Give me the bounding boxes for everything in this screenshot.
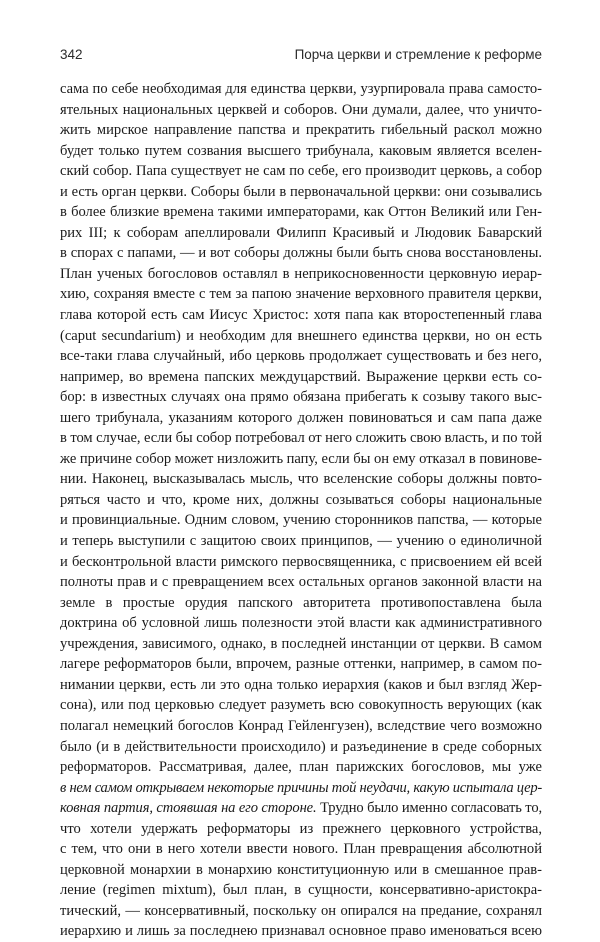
line-text: же причине собор может низложить папу, если бы он ему отказал в повинове- bbox=[60, 450, 543, 467]
line-italic-text: в нем самом открываем некоторые причины той неудачи, какую испытала цер- bbox=[60, 779, 542, 796]
text-line bbox=[60, 326, 542, 347]
text-line bbox=[60, 490, 542, 511]
line-text: полагал немецкий богослов Конрад Гейленгузен), вследствие чего возможно bbox=[60, 717, 542, 734]
text-line bbox=[60, 264, 542, 285]
text-line bbox=[60, 716, 542, 737]
line-text: полноты прав и с превращением всех остальных органов законной власти на bbox=[60, 574, 542, 591]
text-line bbox=[60, 346, 542, 367]
line-text: ление (regimen mixtum), был план, в сущности, консервативно-аристокра- bbox=[60, 882, 542, 899]
text-line bbox=[60, 449, 542, 470]
text-line bbox=[60, 695, 542, 716]
line-text: земле в простые орудия папского авторитета противопоставлена была bbox=[60, 594, 542, 611]
line-text: сона), или под церковью следует разуметь всю совокупность верующих (как bbox=[60, 697, 542, 714]
line-text: будет только путем созвания высшего трибунала, каковым является вселен- bbox=[60, 142, 542, 159]
text-line bbox=[60, 469, 542, 490]
body-text bbox=[60, 79, 542, 942]
line-text: иерархию и лишь за последнею признавал основное право именоваться всею bbox=[60, 923, 542, 940]
line-text: (caput secundarium) и необходим для внешнего единства церкви, но он есть bbox=[60, 327, 542, 344]
line-text: доктрина об условной лишь полезности этой власти как административного bbox=[60, 615, 542, 632]
line-text: лагере реформаторов были, впрочем, разные оттенки, например, в самом по- bbox=[60, 656, 542, 673]
line-text: учреждения, зависимого, однако, в последней инстанции от церкви. В самом bbox=[60, 635, 542, 652]
text-line bbox=[60, 880, 542, 901]
line-text: нимании церкви, есть ли это одна только иерархия (каков и был взгляд Жер- bbox=[60, 676, 542, 693]
text-line bbox=[60, 141, 542, 162]
text-line bbox=[60, 798, 542, 819]
line-text: в более близкие времена такими императорами, как Оттон Великий или Ген- bbox=[60, 204, 542, 221]
line-text: что хотели удержать реформаторы из прежнего церковного устройства, bbox=[60, 820, 542, 837]
text-line bbox=[60, 634, 542, 655]
line-text: реформаторов. Рассматривая, далее, план парижских богословов, мы уже bbox=[60, 759, 542, 776]
line-text: и провинциальные. Одним словом, учению сторонников папства, — которые bbox=[60, 512, 542, 529]
text-line bbox=[60, 510, 542, 531]
text-line bbox=[60, 79, 542, 100]
line-text: нии. Наконец, высказывалась мысль, что вселенские соборы должны повто- bbox=[60, 471, 542, 488]
line-text: все-таки глава случайный, ибо церковь продолжает существовать и без него, bbox=[60, 348, 542, 365]
line-text: в спорах с папами, — и вот соборы должны были быть снова восстановлены. bbox=[60, 245, 542, 262]
text-line bbox=[60, 654, 542, 675]
line-text: ский собор. Папа существует не сам по себе, его производит церковь, а собор bbox=[60, 163, 542, 180]
line-italic-text: ковная партия, стоявшая на его стороне. bbox=[60, 800, 317, 817]
line-text: с тем, что они в него хотели ввести нового. План превращения абсолютной bbox=[60, 841, 542, 858]
line-text: было (и в действительности происходило) и разъединение в среде соборных bbox=[60, 738, 542, 755]
text-line bbox=[60, 284, 542, 305]
text-line bbox=[60, 675, 542, 696]
line-text: сама по себе необходимая для единства церкви, узурпировала права самосто- bbox=[60, 81, 542, 97]
line-text: рих III; к соборам апеллировали Филипп Красивый и Людовик Баварский bbox=[60, 224, 542, 241]
text-line bbox=[60, 531, 542, 552]
line-text: шего трибунала, указаниям которого должен повиноваться и сам папа даже bbox=[60, 409, 542, 426]
text-line bbox=[60, 921, 542, 942]
text-line bbox=[60, 593, 542, 614]
text-line bbox=[60, 387, 542, 408]
text-line bbox=[60, 223, 542, 244]
text-line bbox=[60, 367, 542, 388]
text-line bbox=[60, 757, 542, 778]
text-line bbox=[60, 819, 542, 840]
text-line bbox=[60, 613, 542, 634]
text-line bbox=[60, 778, 542, 799]
page-header bbox=[60, 47, 542, 65]
line-text: План ученых богословов оставлял в неприкосновенности церковную иерар- bbox=[60, 265, 542, 282]
text-line bbox=[60, 100, 542, 121]
line-text: бор: в известных случаях она прямо обязана прибегать к созыву такого выс- bbox=[60, 389, 542, 406]
text-line bbox=[60, 839, 542, 860]
text-line bbox=[60, 182, 542, 203]
text-line bbox=[60, 161, 542, 182]
text-line bbox=[60, 860, 542, 881]
line-text: и есть орган церкви. Соборы были в первоначальной церкви: они созывались bbox=[60, 183, 542, 200]
text-line bbox=[60, 202, 542, 223]
text-line bbox=[60, 901, 542, 922]
text-line bbox=[60, 572, 542, 593]
text-line bbox=[60, 243, 542, 264]
line-text: в том случае, если бы собор потребовал от него сложить свою власть, и по той bbox=[60, 430, 542, 447]
text-line bbox=[60, 408, 542, 429]
line-text: хию, сохраняя вместе с тем за папою значение верховного правителя церкви, bbox=[60, 286, 542, 303]
line-text: Трудно было именно согласовать то, bbox=[316, 800, 542, 817]
text-line bbox=[60, 120, 542, 141]
text-line bbox=[60, 552, 542, 573]
line-text: ряться часто и что, кроме них, должны созываться соборы национальные bbox=[60, 491, 542, 508]
line-text: и бесконтрольной власти римского первосвященника, с присвоением ей всей bbox=[60, 553, 542, 570]
line-text: например, во времена папских междуцарствий. Выражение церкви есть со- bbox=[60, 368, 542, 385]
page-number: 342 bbox=[60, 47, 83, 62]
text-line bbox=[60, 737, 542, 758]
text-line bbox=[60, 428, 542, 449]
running-title: Порча церкви и стремление к реформе bbox=[294, 47, 542, 62]
line-text: и теперь выступили с защитою своих принципов, — учению о единоличной bbox=[60, 533, 542, 550]
text-line bbox=[60, 305, 542, 326]
line-text: жить мирское направление папства и прекратить гибельный раскол можно bbox=[60, 122, 542, 139]
line-text: тический, — консервативный, поскольку он опирался на предание, сохранял bbox=[60, 902, 542, 919]
line-text: церковной монархии в монархию конституционную или в смешанное прав- bbox=[60, 861, 542, 878]
line-text: глава которой есть сам Иисус Христос: хотя папа как второстепенный глава bbox=[60, 307, 542, 324]
line-text: ятельных национальных церквей и соборов. Они думали, далее, что уничто- bbox=[60, 101, 542, 118]
